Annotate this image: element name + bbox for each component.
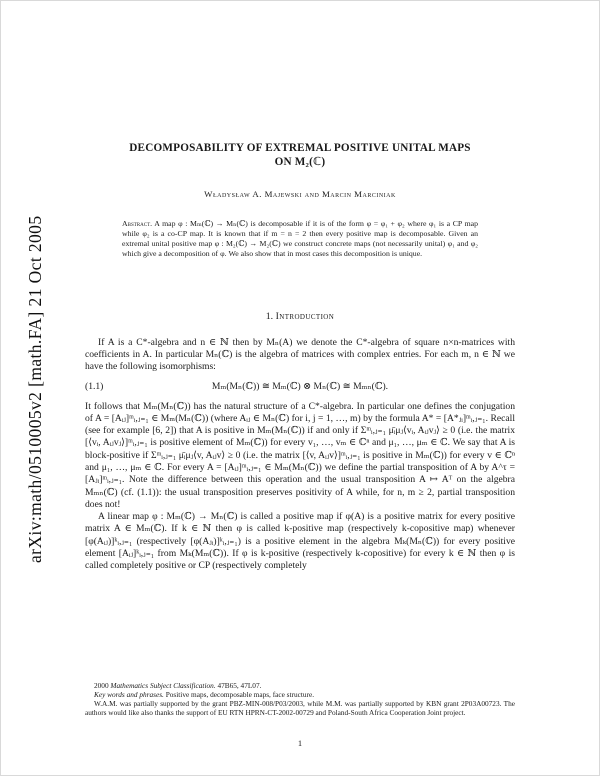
authors-line: Władysław A. Majewski and Marcin Marciniak	[204, 189, 396, 199]
page-number: 1	[297, 738, 303, 748]
section-number: 1.	[265, 310, 274, 322]
footnote-keywords-text: Positive maps, decomposable maps, face structure.	[165, 690, 315, 699]
equation-block	[85, 381, 515, 395]
footnote-keywords-label: Key words and phrases.	[94, 690, 164, 699]
title-line1: DECOMPOSABILITY OF EXTREMAL POSITIVE UNITAL MAPS	[129, 142, 471, 154]
equation-content: Mₘ(Mₙ(ℂ)) ≅ Mₘ(ℂ) ⊗ Mₙ(ℂ) ≅ Mₘₙ(ℂ).	[211, 380, 389, 392]
footnotes-block	[85, 681, 515, 717]
abstract-block	[122, 219, 478, 259]
paper-content	[85, 1, 515, 573]
abstract-text: A map φ : Mₘ(ℂ) → Mₙ(ℂ) is decomposable if it is of the form φ = φ₁ + φ₂ where φ₁ is a CP map while φ₂ is a co-CP map. It is known that if m = n = 2 then every positive map is decomposable. Given an extremal unital positive map φ : M₂(ℂ) → M₂(ℂ) we construct concrete maps (not necessarily unital) φ₁ and φ₂ which give a decomposition of φ. We also show that in most cases this decomposition is unique.	[122, 219, 478, 258]
footnote-msc-codes: 47B65, 47L07.	[217, 681, 262, 690]
section-heading-introduction	[85, 311, 515, 322]
footnote-support: W.A.M. was partially supported by the grant PBZ-MIN-008/P03/2003, while M.M. was partially supported by KBN grant 2P03A00723. The authors would like also thanks the support of EU RTN HPRN-CT-2002-00729 and Poland-South Africa Cooperation Joint project.	[85, 699, 515, 717]
footnote-msc-year: 2000	[94, 681, 109, 690]
abstract-label: Abstract.	[122, 219, 153, 228]
footnote-msc-label: Mathematics Subject Classification.	[110, 681, 216, 690]
footnote-msc	[85, 681, 515, 690]
equation-number: (1.1)	[85, 380, 104, 392]
paragraph-2: It follows that Mₘ(Mₙ(ℂ)) has the natural structure of a C*-algebra. In particular one defines the conjugation of A = [Aᵢⱼ]ᵐᵢ,ⱼ₌₁ ∈ Mₘ(Mₙ(ℂ)) (where Aᵢⱼ ∈ Mₙ(ℂ) for i, j = 1, …, m) by the formula A* = [A*ⱼᵢ]ᵐᵢ,ⱼ₌₁. Recall (see for example [6, 2]) that A is positive in Mₘ(Mₙ(ℂ)) if and only if Σᵐᵢ,ⱼ₌₁ μ̄ᵢμⱼ⟨vᵢ, Aᵢⱼvⱼ⟩ ≥ 0 (i.e. the matrix [⟨vᵢ, Aᵢⱼvⱼ⟩]ᵐᵢ,ⱼ₌₁ is positive element of Mₘ(ℂ)) for every v₁, …, vₘ ∈ ℂⁿ and μ₁, …, μₘ ∈ ℂ. We say that A is block-positive if Σᵐᵢ,ⱼ₌₁ μ̄ᵢμⱼ⟨v, Aᵢⱼv⟩ ≥ 0 (i.e. the matrix [⟨v, Aᵢⱼv⟩]ᵐᵢ,ⱼ₌₁ is positive in Mₘ(ℂ)) for every v ∈ ℂⁿ and μ₁, …, μₘ ∈ ℂ. For every A = [Aᵢⱼ]ᵐᵢ,ⱼ₌₁ ∈ Mₘ(Mₙ(ℂ)) we define the partial transposition of A by A^τ = [Aⱼᵢ]ᵐᵢ,ⱼ₌₁. Note the difference between this operation and the usual transposition A ↦ Aᵀ on the algebra Mₘₙ(ℂ) (cf. (1.1)): the usual transposition preserves positivity of A while, for n, m ≥ 2, partial transposition does not!	[85, 400, 515, 510]
footnote-keywords	[85, 690, 515, 699]
title-line2: ON M₂(ℂ)	[274, 156, 326, 168]
paragraph-1: If A is a C*-algebra and n ∈ ℕ then by Mₙ(A) we denote the C*-algebra of square n×n-matrices with coefficients in A. In particular Mₙ(ℂ) is the algebra of matrices with complex entries. For each m, n ∈ ℕ we have the following isomorphisms:	[85, 336, 515, 373]
paper-title	[85, 141, 515, 169]
arxiv-stamp: arXiv:math/0510005v2 [math.FA] 21 Oct 2005	[25, 215, 45, 563]
paragraph-3: A linear map φ : Mₘ(ℂ) → Mₙ(ℂ) is called a positive map if φ(A) is a positive matrix for every positive matrix A ∈ Mₘ(ℂ). If k ∈ ℕ then φ is called k-positive map (respectively k-copositive map) whenever [φ(Aᵢⱼ)]ᵏᵢ,ⱼ₌₁ (respectively [φ(Aⱼᵢ)]ᵏᵢ,ⱼ₌₁) is a positive element in the algebra Mₖ(Mₙ(ℂ)) for every positive element [Aᵢⱼ]ᵏᵢ,ⱼ₌₁ from Mₖ(Mₘ(ℂ)). If φ is k-positive (respectively k-copositive) for every k ∈ ℕ then φ is called completely positive or CP (respectively completely	[85, 511, 515, 572]
section-title: Introduction	[275, 310, 335, 322]
